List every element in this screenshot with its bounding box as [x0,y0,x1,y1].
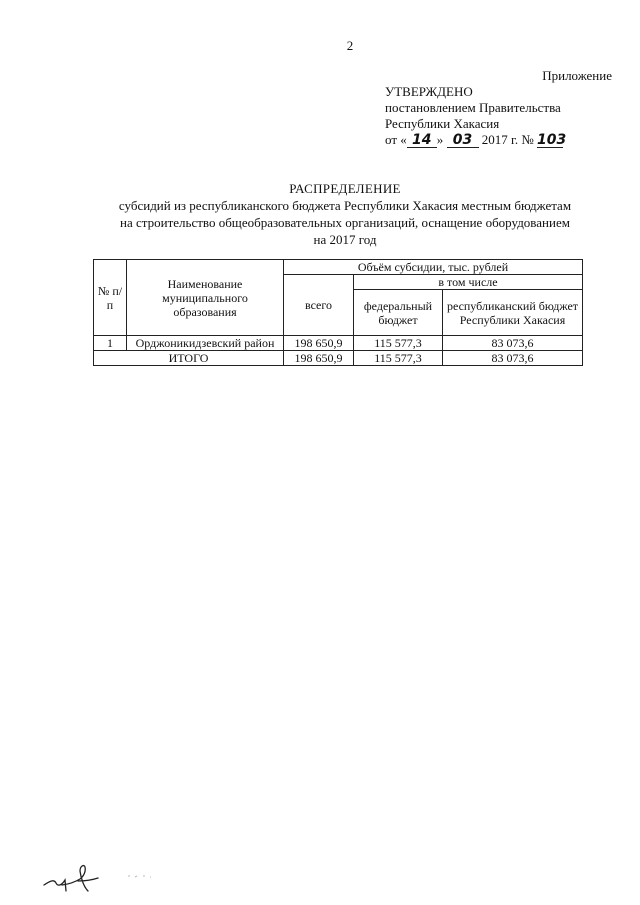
total-federal: 115 577,3 [354,351,443,366]
cell-total: 198 650,9 [284,336,354,351]
approval-date-line [385,132,567,148]
distribution-table [93,259,583,366]
total-total: 198 650,9 [284,351,354,366]
table-total-row [94,351,583,366]
page-number: 2 [346,38,354,53]
approval-block [385,84,567,148]
table-header-row-1 [94,260,583,275]
date-month: 03 [447,133,479,148]
header-volume: Объём субсидии, тыс. рублей [284,260,583,275]
appendix-label: Приложение [542,68,612,83]
date-day: 14 [407,133,437,148]
approval-line-republic: Республики Хакасия [385,116,500,131]
cell-name: Орджоникидзевский район [127,336,284,351]
header-name: Наименование муниципального образования [127,260,284,336]
cell-republic: 83 073,6 [443,336,583,351]
header-republic: республиканский бюджет Республики Хакасия [443,290,583,336]
signature-mark [40,855,170,902]
title-line-2: на строительство общеобразовательных организаций, оснащение оборудованием [120,215,570,230]
header-total: всего [284,275,354,336]
date-year: 2017 г. № [481,132,534,147]
approval-line-approved: УТВЕРЖДЕНО [385,84,473,99]
total-republic: 83 073,6 [443,351,583,366]
table-row [94,336,583,351]
cell-federal: 115 577,3 [354,336,443,351]
title-line-1: субсидий из республиканского бюджета Республики Хакасия местным бюджетам [118,198,572,213]
header-num: № п/п [94,260,127,336]
header-including: в том числе [354,275,583,290]
date-mid: » [436,132,444,147]
approval-line-resolution: постановлением Правительства [385,100,561,115]
resolution-number: 103 [537,132,567,148]
header-federal: федеральный бюджет [354,290,443,336]
document-title [95,180,595,248]
cell-num: 1 [94,336,127,351]
title-heading: РАСПРЕДЕЛЕНИЕ [289,181,401,196]
date-prefix: от « [385,132,407,147]
title-line-3: на 2017 год [313,232,377,247]
total-label: ИТОГО [94,351,284,366]
